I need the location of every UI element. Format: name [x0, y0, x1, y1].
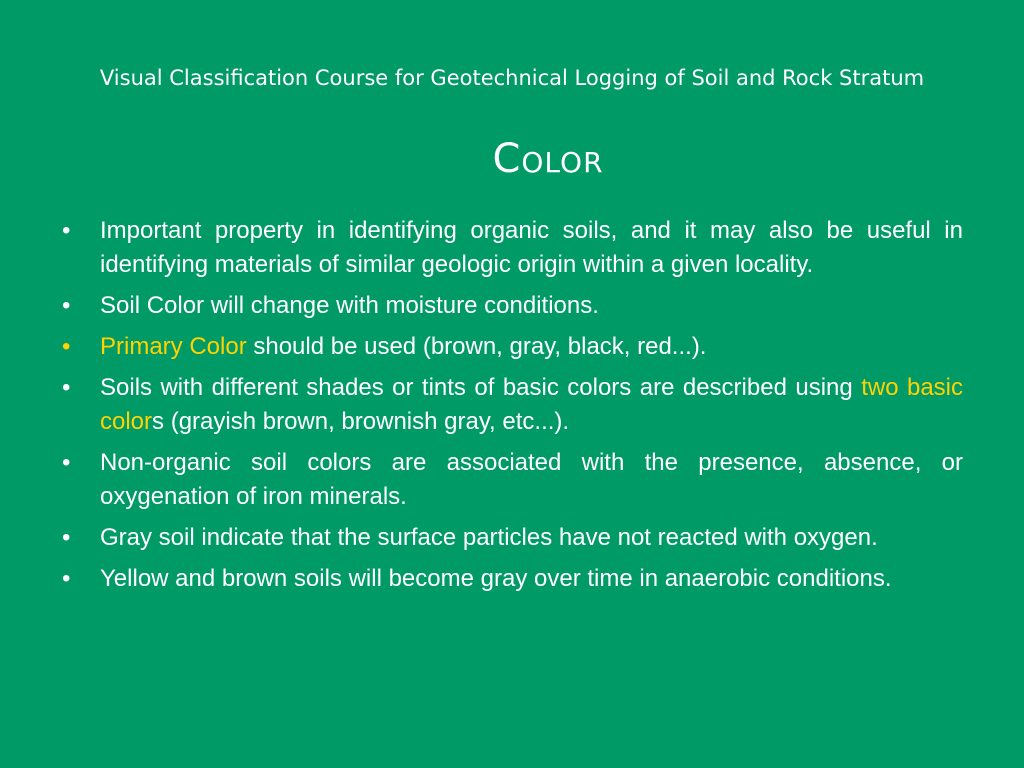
bullet-icon: •	[62, 333, 71, 360]
course-title: Visual Classification Course for Geotechnical Logging of Soil and Rock Stratum	[99, 66, 925, 90]
bullet-text: Non-organic soil colors are associated with the presence, absence, or oxygenation of iron minerals.	[100, 449, 963, 510]
bullet-icon: •	[62, 449, 71, 476]
bullet-item	[62, 214, 963, 282]
bullet-text: Gray soil indicate that the surface particles have not reacted with oxygen.	[100, 524, 878, 551]
bullet-highlight: two basic color	[100, 374, 964, 435]
bullet-highlight: Primary Color	[100, 333, 247, 360]
bullet-icon: •	[62, 524, 71, 551]
bullet-icon: •	[62, 292, 71, 319]
bullet-item	[62, 446, 963, 514]
bullet-text: Yellow and brown soils will become gray over time in anaerobic conditions.	[100, 565, 892, 592]
bullet-item	[62, 521, 963, 555]
bullet-text: Soil Color will change with moisture conditions.	[100, 292, 599, 319]
bullet-item	[62, 289, 963, 323]
bullet-icon: •	[62, 565, 71, 592]
bullet-item	[62, 371, 963, 439]
bullet-item	[62, 562, 963, 596]
bullet-list	[62, 214, 963, 603]
bullet-text-end: s (grayish brown, brownish gray, etc...).	[152, 408, 570, 435]
slide-title: Color	[492, 136, 604, 182]
bullet-text: should be used (brown, gray, black, red...).	[246, 333, 707, 360]
bullet-text: Soils with different shades or tints of basic colors are described using	[100, 374, 862, 401]
bullet-icon: •	[62, 217, 71, 244]
bullet-icon: •	[62, 374, 71, 401]
bullet-item	[62, 330, 963, 364]
bullet-text: Important property in identifying organic soils, and it may also be useful in identifying materials of similar geologic origin within a given locality.	[100, 217, 963, 278]
